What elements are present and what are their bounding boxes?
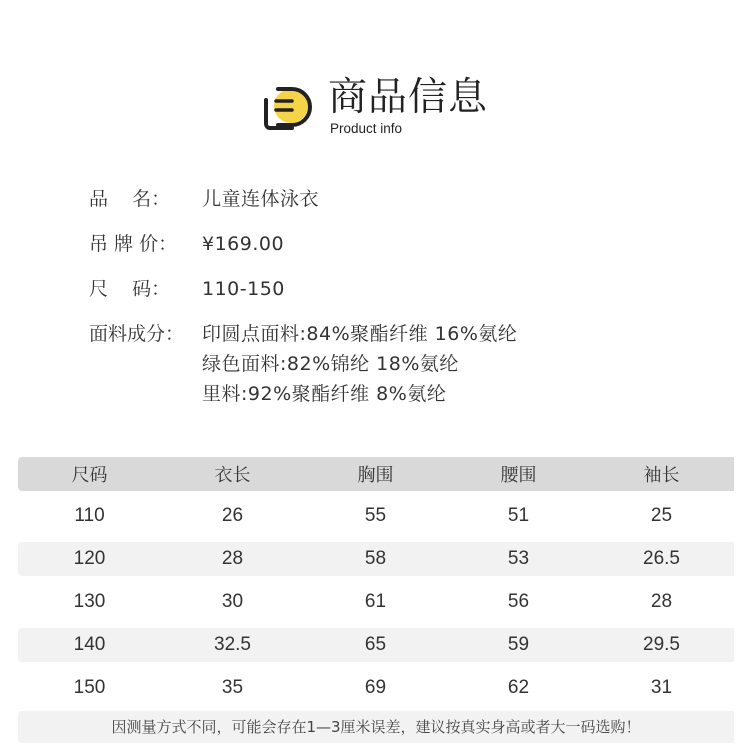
size-table <box>18 457 734 705</box>
info-row-name <box>89 184 729 229</box>
table-cell: 30 <box>221 591 244 612</box>
info-label: 吊 牌 价： <box>89 233 178 255</box>
info-label: 品 名： <box>89 188 171 210</box>
column-header: 胸围 <box>357 465 394 486</box>
info-row-fabric <box>89 319 729 409</box>
table-cell: 58 <box>364 548 387 569</box>
table-cell: 25 <box>650 505 673 526</box>
info-row-price <box>89 229 729 274</box>
table-cell: 120 <box>73 548 106 569</box>
table-cell: 140 <box>73 634 106 655</box>
table-cell: 32.5 <box>214 634 251 655</box>
table-cell: 69 <box>364 677 387 698</box>
table-row <box>18 671 734 705</box>
table-cell: 35 <box>221 677 244 698</box>
column-header: 腰围 <box>500 465 537 486</box>
page-subtitle: Product info <box>330 121 403 136</box>
info-value: ¥169.00 <box>202 233 285 255</box>
column-header: 衣长 <box>214 465 251 486</box>
table-cell: 51 <box>507 505 530 526</box>
info-value: 儿童连体泳衣 <box>202 188 320 210</box>
measurement-note: 因测量方式不同，可能会存在1—3厘米误差，建议按真实身高或者大一码选购！ <box>18 711 734 743</box>
fabric-line: 里料:92%聚酯纤维 8%氨纶 <box>202 383 447 405</box>
table-cell: 31 <box>650 677 673 698</box>
table-cell: 65 <box>364 634 387 655</box>
section-header <box>262 74 502 138</box>
column-header: 袖长 <box>643 465 680 486</box>
fabric-line: 绿色面料:82%锦纶 18%氨纶 <box>202 353 459 375</box>
table-row <box>18 499 734 533</box>
table-cell: 26.5 <box>643 548 680 569</box>
table-cell: 29.5 <box>643 634 680 655</box>
page-title: 商品信息 <box>328 75 489 120</box>
table-cell: 26 <box>221 505 244 526</box>
table-row <box>18 542 734 576</box>
info-label: 尺 码： <box>89 278 171 300</box>
product-info <box>89 184 729 409</box>
table-cell: 28 <box>221 548 244 569</box>
table-row <box>18 628 734 662</box>
table-cell: 61 <box>364 591 387 612</box>
fabric-line: 印圆点面料:84%聚酯纤维 16%氨纶 <box>202 323 518 345</box>
table-cell: 28 <box>650 591 673 612</box>
info-row-size <box>89 274 729 319</box>
info-label: 面料成分： <box>89 323 185 345</box>
table-cell: 55 <box>364 505 387 526</box>
table-cell: 53 <box>507 548 530 569</box>
table-header-row <box>18 457 734 491</box>
table-cell: 59 <box>507 634 530 655</box>
table-cell: 56 <box>507 591 530 612</box>
list-document-icon <box>262 84 314 132</box>
table-cell: 130 <box>73 591 106 612</box>
table-cell: 150 <box>73 677 106 698</box>
info-value: 110-150 <box>202 278 285 300</box>
fabric-composition <box>202 319 517 409</box>
table-cell: 62 <box>507 677 530 698</box>
column-header: 尺码 <box>71 465 108 486</box>
table-row <box>18 585 734 619</box>
table-cell: 110 <box>74 505 105 526</box>
